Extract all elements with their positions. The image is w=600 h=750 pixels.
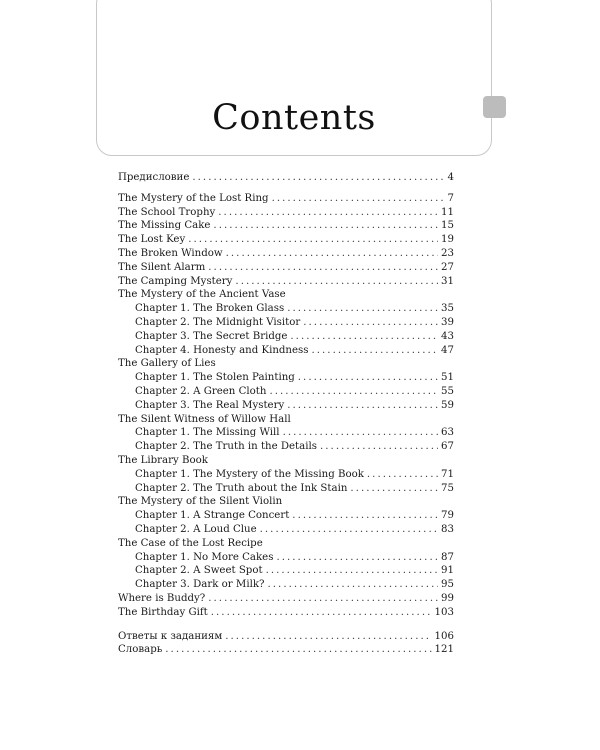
toc-entry-label: The Mystery of the Lost Ring bbox=[118, 192, 269, 204]
page-tab-marker bbox=[483, 96, 506, 118]
toc-entry-label: The Case of the Lost Recipe bbox=[118, 537, 263, 549]
toc-page-number: 71 bbox=[441, 468, 454, 480]
toc-chapter-entry[interactable] bbox=[118, 399, 454, 413]
toc-page-number: 59 bbox=[441, 399, 454, 411]
dot-leader bbox=[350, 482, 438, 496]
dot-leader bbox=[269, 385, 438, 399]
toc-entry[interactable] bbox=[118, 219, 454, 233]
toc-chapter-entry[interactable] bbox=[118, 509, 454, 523]
toc-page-number: 15 bbox=[441, 220, 454, 232]
toc-chapter-entry[interactable] bbox=[118, 551, 454, 565]
toc-page-number: 87 bbox=[441, 551, 454, 563]
toc-page-number: 19 bbox=[441, 234, 454, 246]
toc-entry-label: The Mystery of the Silent Violin bbox=[118, 496, 283, 508]
toc-entry[interactable] bbox=[118, 288, 454, 302]
toc-entry[interactable] bbox=[118, 192, 454, 206]
dot-leader bbox=[268, 578, 439, 592]
toc-entry-label: Chapter 3. The Real Mystery bbox=[135, 399, 285, 411]
toc-entry-label: Where is Buddy? bbox=[118, 592, 206, 604]
dot-leader bbox=[208, 592, 438, 606]
toc-entry-label: The Broken Window bbox=[118, 247, 223, 259]
toc-entry[interactable] bbox=[118, 206, 454, 220]
toc-page-number: 55 bbox=[441, 385, 454, 397]
toc-page-number: 4 bbox=[447, 172, 454, 183]
toc-entry[interactable] bbox=[118, 643, 454, 657]
dot-leader bbox=[292, 509, 438, 523]
toc-entry[interactable] bbox=[118, 606, 454, 620]
toc-entry[interactable] bbox=[118, 233, 454, 247]
toc-entry-label: The Silent Alarm bbox=[118, 261, 206, 273]
toc-entry[interactable] bbox=[118, 495, 454, 509]
toc-entry-label: Chapter 2. A Loud Clue bbox=[135, 523, 257, 535]
toc-entry-label: The Camping Mystery bbox=[118, 275, 233, 287]
toc-entry[interactable] bbox=[118, 247, 454, 261]
dot-leader bbox=[226, 247, 438, 261]
toc-entry[interactable] bbox=[118, 275, 454, 289]
toc-entry-label: Chapter 2. The Truth in the Details bbox=[135, 441, 317, 453]
toc-entry-label: The Mystery of the Ancient Vase bbox=[118, 289, 286, 301]
toc-page-number: 91 bbox=[441, 565, 454, 577]
toc-entry-label: The School Trophy bbox=[118, 206, 216, 218]
toc-page-number: 31 bbox=[441, 275, 454, 287]
toc-chapter-entry[interactable] bbox=[118, 523, 454, 537]
toc-chapter-entry[interactable] bbox=[118, 385, 454, 399]
toc-entry-label: Chapter 3. The Secret Bridge bbox=[135, 330, 288, 342]
toc-entry-label: The Library Book bbox=[118, 454, 208, 466]
toc-entry-label: Chapter 2. A Sweet Spot bbox=[135, 565, 263, 577]
dot-leader bbox=[311, 344, 438, 358]
toc-page-number: 99 bbox=[441, 592, 454, 604]
toc-entry-label: Chapter 1. The Missing Will bbox=[135, 427, 280, 439]
toc-chapter-entry[interactable] bbox=[118, 426, 454, 440]
toc-entry-label: The Birthday Gift bbox=[118, 606, 208, 618]
toc-chapter-entry[interactable] bbox=[118, 344, 454, 358]
toc-page-number: 35 bbox=[441, 303, 454, 315]
toc-page-number: 51 bbox=[441, 372, 454, 384]
toc-entry[interactable] bbox=[118, 171, 454, 185]
page-title: Contents bbox=[212, 98, 376, 138]
toc-entry[interactable] bbox=[118, 454, 454, 468]
toc-page-number: 43 bbox=[441, 330, 454, 342]
dot-leader bbox=[290, 330, 438, 344]
toc-entry[interactable] bbox=[118, 261, 454, 275]
table-of-contents bbox=[118, 171, 454, 657]
toc-page-number: 106 bbox=[434, 630, 454, 642]
toc-entry-label: Chapter 1. A Strange Concert bbox=[135, 510, 290, 522]
dot-leader bbox=[287, 399, 438, 413]
dot-leader bbox=[218, 206, 438, 220]
toc-page-number: 83 bbox=[441, 523, 454, 535]
toc-page-number: 7 bbox=[447, 192, 454, 204]
toc-entry[interactable] bbox=[118, 592, 454, 606]
dot-leader bbox=[287, 302, 438, 316]
toc-page-number: 67 bbox=[441, 441, 454, 453]
dot-leader bbox=[188, 233, 438, 247]
dot-leader bbox=[320, 440, 438, 454]
toc-entry-label: The Lost Key bbox=[118, 234, 186, 246]
dot-leader bbox=[211, 606, 432, 620]
toc-page-number: 121 bbox=[434, 644, 454, 656]
dot-leader bbox=[276, 551, 438, 565]
toc-entry-label: Chapter 2. The Midnight Visitor bbox=[135, 316, 301, 328]
toc-entry-label: Предисловие bbox=[118, 172, 190, 183]
dot-leader bbox=[165, 643, 431, 657]
toc-page-number: 63 bbox=[441, 427, 454, 439]
dot-leader bbox=[225, 630, 431, 644]
toc-entry[interactable] bbox=[118, 537, 454, 551]
toc-entry-label: Chapter 3. Dark or Milk? bbox=[135, 579, 265, 591]
dot-leader bbox=[192, 171, 444, 185]
dot-leader bbox=[213, 219, 438, 233]
toc-page-number: 39 bbox=[441, 316, 454, 328]
toc-page-number: 103 bbox=[434, 606, 454, 618]
toc-entry[interactable] bbox=[118, 630, 454, 644]
toc-page-number: 75 bbox=[441, 482, 454, 494]
toc-entry[interactable] bbox=[118, 357, 454, 371]
toc-chapter-entry[interactable] bbox=[118, 330, 454, 344]
toc-chapter-entry[interactable] bbox=[118, 482, 454, 496]
toc-entry-label: Chapter 2. The Truth about the Ink Stain bbox=[135, 482, 348, 494]
toc-entry-label: The Missing Cake bbox=[118, 220, 211, 232]
toc-entry-label: Chapter 1. The Stolen Painting bbox=[135, 372, 295, 384]
toc-page-number: 11 bbox=[441, 206, 454, 218]
dot-leader bbox=[272, 192, 445, 206]
toc-page-number: 47 bbox=[441, 344, 454, 356]
toc-page-number: 95 bbox=[441, 579, 454, 591]
dot-leader bbox=[303, 316, 438, 330]
dot-leader bbox=[298, 371, 438, 385]
toc-chapter-entry[interactable] bbox=[118, 578, 454, 592]
toc-entry-label: Chapter 1. The Broken Glass bbox=[135, 303, 285, 315]
toc-chapter-entry[interactable] bbox=[118, 564, 454, 578]
toc-entry-label: Словарь bbox=[118, 644, 163, 656]
toc-chapter-entry[interactable] bbox=[118, 468, 454, 482]
toc-entry[interactable] bbox=[118, 413, 454, 427]
toc-entry-label: Chapter 4. Honesty and Kindness bbox=[135, 344, 309, 356]
toc-chapter-entry[interactable] bbox=[118, 302, 454, 316]
toc-page-number: 79 bbox=[441, 510, 454, 522]
toc-entry-label: Chapter 1. No More Cakes bbox=[135, 551, 274, 563]
dot-leader bbox=[283, 426, 438, 440]
toc-chapter-entry[interactable] bbox=[118, 440, 454, 454]
toc-chapter-entry[interactable] bbox=[118, 371, 454, 385]
toc-page-number: 27 bbox=[441, 261, 454, 273]
dot-leader bbox=[260, 523, 438, 537]
toc-entry-label: The Silent Witness of Willow Hall bbox=[118, 413, 291, 425]
toc-entry-label: The Gallery of Lies bbox=[118, 358, 216, 370]
dot-leader bbox=[235, 275, 438, 289]
toc-entry-label: Ответы к заданиям bbox=[118, 630, 223, 642]
dot-leader bbox=[367, 468, 438, 482]
toc-page-number: 23 bbox=[441, 247, 454, 259]
dot-leader bbox=[266, 564, 438, 578]
toc-entry-label: Chapter 2. A Green Cloth bbox=[135, 385, 267, 397]
dot-leader bbox=[208, 261, 438, 275]
toc-entry-label: Chapter 1. The Mystery of the Missing Book bbox=[135, 468, 364, 480]
toc-chapter-entry[interactable] bbox=[118, 316, 454, 330]
